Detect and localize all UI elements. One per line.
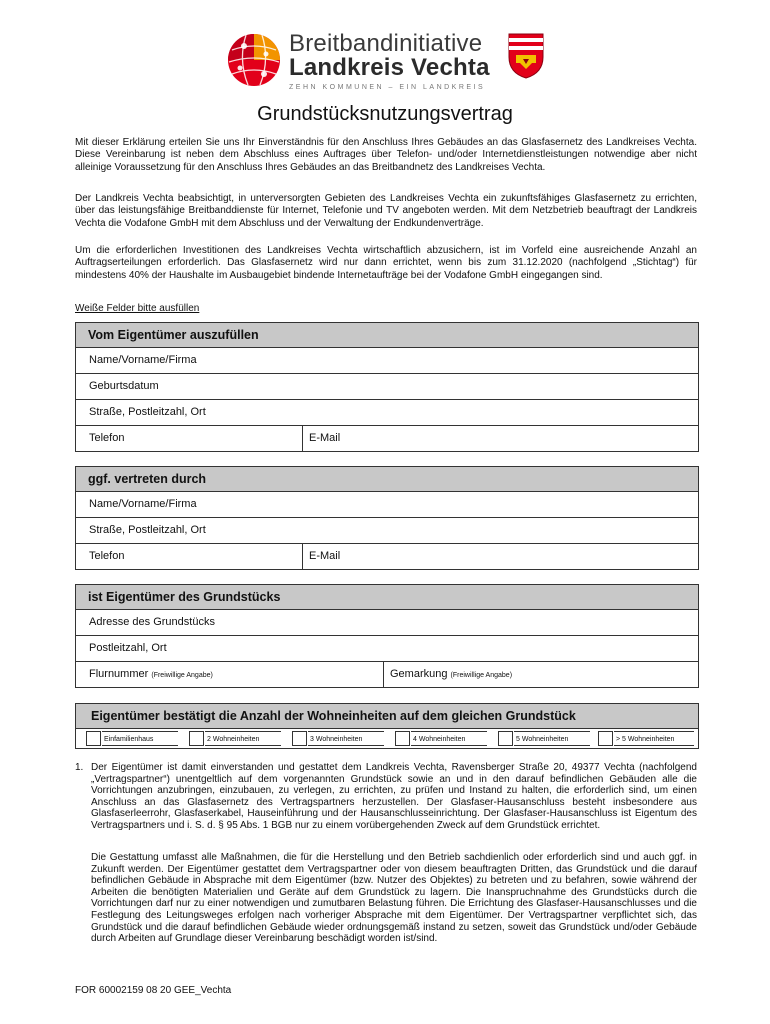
rep-email-field[interactable] [302, 544, 698, 569]
checkbox-3-units[interactable] [292, 731, 307, 746]
coat-of-arms-icon [508, 33, 544, 79]
owner-phone-field[interactable] [76, 426, 698, 451]
page-title: Grundstücksnutzungsvertrag [257, 103, 513, 125]
logo-tagline: ZEHN KOMMUNEN – EIN LANDKREIS [289, 84, 486, 91]
clause-1-paragraph-2: Die Gestattung umfasst alle Maßnahmen, die für die Herstellung und den Betrieb sachdienlich oder erforderlich sind und auch ggf. in Zukunft werden. Der Eigentümer gestattet dem Vertragspartner oder von diesem beauftragten Dritten, das Grundstück und die darauf befindlichen Gebäude in Absprache mit dem Eigentümer (bzw. Nutzer des Objektes) zu betreten und zu befahren, sowie während der Arbeiten die benötigten Materialien und Geräte auf dem Grundstück zu lagern. Die Inanspruchnahme des Grundstücks durch die Vorrichtungen darf nur zu einer notwendigen und zumutbaren Belastung führen. Die Errichtung des Glasfaser-Hausanschlusses und die Festlegung des Leitungsweges erfolgen nach vorheriger Absprache mit dem Eigentümer. Der Vertragspartner verpflichtet sich, das Grundstück und die darauf befindlichen Gebäude wieder ordnungsgemäß instand zu setzen, soweit das Grundstück und/oder Gebäude durch Arbeiten auf Grundlage dieser Vereinbarung beschädigt worden ist/sind. [91, 852, 697, 945]
units-options-row [76, 729, 698, 748]
property-postal-label: Postleitzahl, Ort [89, 642, 167, 654]
intro-paragraph-1: Mit dieser Erklärung erteilen Sie uns Ihr Einverständnis für den Anschluss Ihres Gebäudes an das Glasfasernetz des Landkreises Vechta. Diese Vereinbarung ist neben dem Abschluss eines Auftrages über Telefon- und/oder Internetdienstleistungen notwendige aber nicht alleinige Voraussetzung für den Anschluss Ihres Gebäudes an das Breitbandnetz des Landkreises Vechta. [75, 137, 697, 173]
unit-option-label: 2 Wohneinheiten [205, 731, 281, 746]
logo-line2: Landkreis Vechta [289, 54, 490, 81]
owner-email-label: E-Mail [309, 432, 341, 444]
clause-1-paragraph-1: Der Eigentümer ist damit einverstanden und gestattet dem Landkreis Vechta, Ravensberger Straße 20, 49377 Vechta (nachfolgend „Vertragspartner“) unentgeltlich auf dem vorgenannten Grundstück sowie an und in den darauf befindlichen Gebäuden alle die Vorrichtungen anzubringen, einzubauen, zu verlegen, zu errichten, zu prüfen und Instand zu halten, die erforderlich sind, um einen Anschluss an das Glasfasernetz des Vertragspartners herzustellen. Der Glasfaser-Hausanschluss besteht insbesondere aus Glasfaserleerrohr, Glasfaserkabel, Hauseinführung und der Hausanschlusseinrichtung. Der Glasfaser-Hausanschluss ist Eigentum des Vertragspartners und i. S. d. § 95 Abs. 1 BGB nur zu einem vorübergehenden Zweck auf dem Grundstück errichtet. [91, 762, 697, 831]
unit-option-label: 4 Wohneinheiten [411, 731, 487, 746]
rep-name-field[interactable] [76, 492, 698, 518]
owner-email-field[interactable] [302, 426, 698, 451]
breitband-globe-icon [226, 32, 282, 88]
form-code-footer: FOR 60002159 08 20 GEE_Vechta [75, 985, 232, 996]
property-section [75, 584, 699, 688]
owner-section [75, 322, 699, 452]
rep-street-field[interactable] [76, 518, 698, 544]
unit-option-2[interactable] [189, 731, 281, 746]
rep-phone-field[interactable] [76, 544, 698, 569]
units-section [75, 703, 699, 749]
owner-street-label: Straße, Postleitzahl, Ort [89, 406, 206, 418]
property-postal-field[interactable] [76, 636, 698, 662]
unit-option-3[interactable] [292, 731, 384, 746]
rep-phone-label: Telefon [89, 550, 125, 562]
unit-option-5[interactable] [498, 731, 590, 746]
checkbox-more-than-5-units[interactable] [598, 731, 613, 746]
flurnummer-field[interactable] [76, 662, 698, 687]
property-heading: ist Eigentümer des Grundstücks [76, 585, 698, 610]
gemarkung-field[interactable] [383, 662, 698, 687]
checkbox-4-units[interactable] [395, 731, 410, 746]
unit-option-1[interactable] [86, 731, 178, 746]
owner-heading: Vom Eigentümer auszufüllen [76, 323, 698, 348]
checkbox-5-units[interactable] [498, 731, 513, 746]
unit-option-label: 5 Wohneinheiten [514, 731, 590, 746]
unit-option-label: > 5 Wohneinheiten [614, 731, 694, 746]
owner-birthdate-field[interactable] [76, 374, 698, 400]
rep-street-label: Straße, Postleitzahl, Ort [89, 524, 206, 536]
owner-street-field[interactable] [76, 400, 698, 426]
intro-paragraph-3: Um die erforderlichen Investitionen des Landkreises Vechta wirtschaftlich abzusichern, ist im Vorfeld eine ausreichende Anzahl an Auftragserteilungen erforderlich. Das Glasfasernetz wird nur dann errichtet, wenn bis zum 31.12.2020 (nachfolgend „Stichtag“) für mindestens 40% der Haushalte im Ausbaugebiet bindende Internetaufträge bei der Vodafone GmbH eingegangen sind. [75, 245, 697, 281]
checkbox-2-units[interactable] [189, 731, 204, 746]
flurnummer-label: Flurnummer [89, 668, 149, 680]
gemarkung-hint: (Freiwillige Angabe) [450, 672, 513, 679]
unit-option-label: Einfamilienhaus [102, 731, 178, 746]
unit-option-label: 3 Wohneinheiten [308, 731, 384, 746]
representative-section [75, 466, 699, 570]
clause-1-number: 1. [75, 762, 84, 773]
checkbox-einfamilienhaus[interactable] [86, 731, 101, 746]
property-address-field[interactable] [76, 610, 698, 636]
owner-phone-label: Telefon [89, 432, 125, 444]
property-address-label: Adresse des Grundstücks [89, 616, 215, 628]
owner-name-label: Name/Vorname/Firma [89, 354, 197, 366]
units-heading: Eigentümer bestätigt die Anzahl der Wohneinheiten auf dem gleichen Grundstück [76, 704, 698, 729]
fill-white-fields-note: Weiße Felder bitte ausfüllen [75, 303, 200, 314]
rep-email-label: E-Mail [309, 550, 341, 562]
intro-paragraph-2: Der Landkreis Vechta beabsichtigt, in unterversorgten Gebieten des Landkreises Vechta ein zukunftsfähiges Glasfasernetz zu errichten, über das leistungsfähige Breitbanddienste für Internet, Telefonie und TV angeboten werden. Mit dem Netzbetrieb beauftragt der Landkreis Vechta die Vodafone GmbH mit dem Abschluss und der Verwaltung der Endkundenverträge. [75, 193, 697, 229]
owner-birth-label: Geburtsdatum [89, 380, 159, 392]
flurnummer-hint: (Freiwillige Angabe) [151, 672, 213, 679]
gemarkung-label: Gemarkung [390, 668, 448, 680]
unit-option-6[interactable] [598, 731, 694, 746]
rep-name-label: Name/Vorname/Firma [89, 498, 197, 510]
logo-line1: Breitbandinitiative [289, 30, 483, 57]
representative-heading: ggf. vertreten durch [76, 467, 698, 492]
owner-name-field[interactable] [76, 348, 698, 374]
unit-option-4[interactable] [395, 731, 487, 746]
